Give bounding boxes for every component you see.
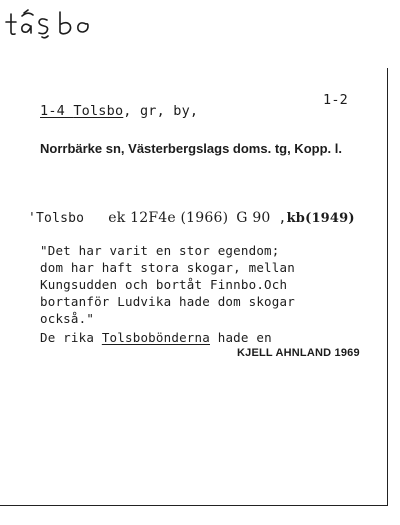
source-name: Tolsbo xyxy=(36,211,85,226)
parish-line: Norrbärke sn, Västerbergslags doms. tg, Kopp. l. xyxy=(40,141,342,156)
last-line-prefix: De rika xyxy=(40,330,95,345)
category: by xyxy=(173,103,190,119)
type-abbrev: gr xyxy=(139,103,157,119)
g-reference: G 90 xyxy=(236,210,271,226)
quote-line: bortanför Ludvika hade dom skogar xyxy=(40,294,295,309)
source-line: 'Tolsbo ek 12F4e (1966) G 90 ,kb(1949) xyxy=(28,210,355,226)
phonetic-transcription xyxy=(0,0,150,40)
quote-line: dom har haft stora skogar, mellan xyxy=(40,260,295,275)
card-number: 1-2 xyxy=(323,92,348,108)
quote-line: "Det har varit en stor egendom; xyxy=(40,243,280,258)
entry-number: 1-4 xyxy=(40,103,65,119)
entry-heading xyxy=(40,103,123,119)
underlined-term: Tolsbobönderna xyxy=(101,330,210,345)
card-edge-right xyxy=(387,68,388,506)
place-name: Tolsbo xyxy=(73,103,124,119)
last-line xyxy=(40,330,272,345)
card-edge-bottom xyxy=(0,505,388,506)
map-reference: ek 12F4e (1966) xyxy=(108,210,229,226)
quote-line: också." xyxy=(40,311,95,326)
collector-signature: KJELL AHNLAND 1969 xyxy=(237,347,360,359)
quote-line: Kungsudden och bortåt Finnbo.Och xyxy=(40,277,288,292)
heading-line: 1-4 Tolsbo, gr, by, xyxy=(40,103,199,119)
kb-reference: kb(1949) xyxy=(286,211,355,226)
last-line-suffix: hade en xyxy=(217,330,272,345)
